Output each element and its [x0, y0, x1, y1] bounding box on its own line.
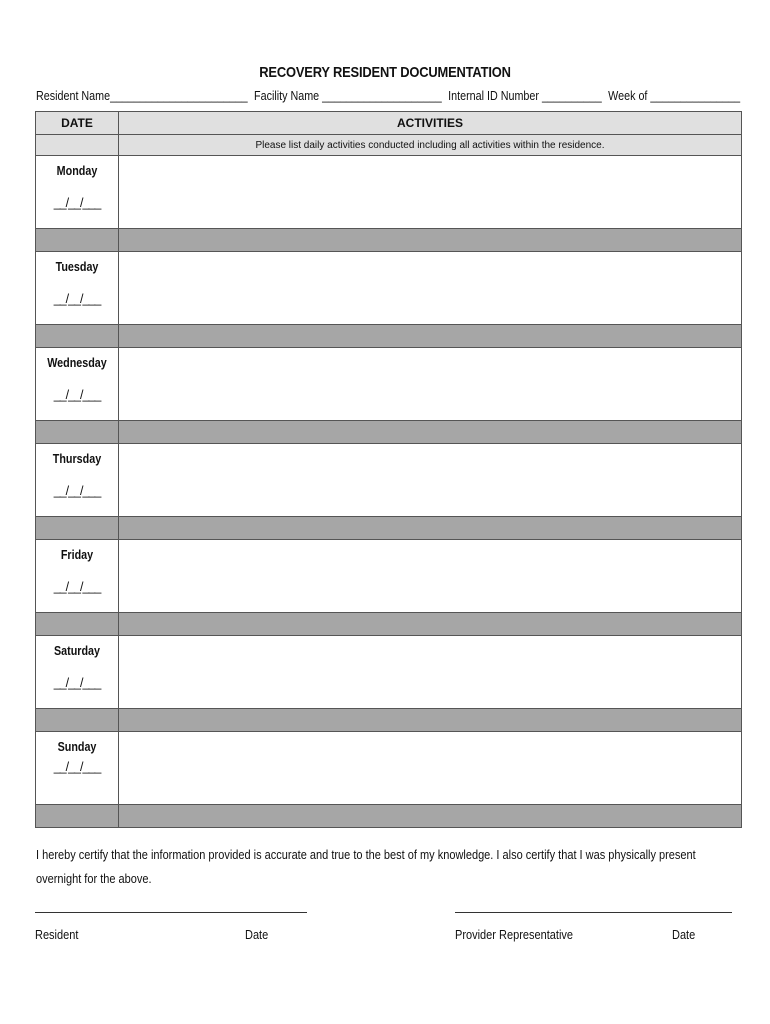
date-cell: [36, 732, 119, 805]
separator-row: [36, 325, 742, 348]
separator-row: [36, 709, 742, 732]
day-label: Sunday: [57, 740, 97, 754]
activities-cell[interactable]: [119, 732, 742, 805]
day-row-friday: [36, 540, 742, 613]
date-blank[interactable]: __/__/___: [53, 484, 101, 498]
day-label: Wednesday: [47, 356, 107, 370]
day-label: Tuesday: [55, 260, 99, 274]
day-row-monday: [36, 156, 742, 229]
separator-row: [36, 229, 742, 252]
activities-cell[interactable]: [119, 636, 742, 709]
separator-row: [36, 613, 742, 636]
activities-cell[interactable]: [119, 444, 742, 517]
provider-signature-line[interactable]: [455, 912, 732, 913]
day-label: Saturday: [53, 644, 101, 658]
date-blank[interactable]: __/__/___: [53, 760, 101, 774]
activities-cell[interactable]: [119, 540, 742, 613]
resident-signature-label: Resident: [35, 928, 79, 942]
day-label: Thursday: [52, 452, 102, 466]
facility-name-field[interactable]: Facility Name ____________________: [254, 89, 442, 103]
internal-id-field[interactable]: Internal ID Number __________: [448, 89, 602, 103]
activities-column-header: ACTIVITIES: [119, 112, 742, 135]
separator-row: [36, 517, 742, 540]
day-label: Monday: [56, 164, 98, 178]
date-cell: [36, 156, 119, 229]
resident-name-field[interactable]: Resident Name_______________________: [36, 89, 248, 103]
activities-cell[interactable]: [119, 252, 742, 325]
date-cell: [36, 444, 119, 517]
day-row-saturday: [36, 636, 742, 709]
day-row-sunday: [36, 732, 742, 805]
activity-log-table: [35, 111, 742, 828]
day-row-tuesday: [36, 252, 742, 325]
date-cell: [36, 252, 119, 325]
date-blank[interactable]: __/__/___: [53, 676, 101, 690]
separator-row: [36, 805, 742, 828]
date-blank[interactable]: __/__/___: [53, 580, 101, 594]
date-blank[interactable]: __/__/___: [53, 292, 101, 306]
separator-row: [36, 421, 742, 444]
date-cell: [36, 540, 119, 613]
date-cell: [36, 348, 119, 421]
activities-cell[interactable]: [119, 156, 742, 229]
provider-signature-label: Provider Representative: [455, 928, 574, 942]
certification-statement: I hereby certify that the information provided is accurate and true to the best of my knowledge. I also certify that I was physically present overnight for the above.: [36, 848, 696, 886]
instruction-blank-cell: [36, 135, 119, 156]
resident-signature-line[interactable]: [35, 912, 307, 913]
provider-date-label: Date: [672, 928, 696, 942]
table-header-row: [36, 112, 742, 135]
day-label: Friday: [60, 548, 94, 562]
document-title: RECOVERY RESIDENT DOCUMENTATION: [259, 64, 511, 81]
date-blank[interactable]: __/__/___: [53, 196, 101, 210]
date-blank[interactable]: __/__/___: [53, 388, 101, 402]
activities-cell[interactable]: [119, 348, 742, 421]
day-row-thursday: [36, 444, 742, 517]
header-fields: [36, 89, 741, 103]
instruction-text: Please list daily activities conducted including all activities within the residence.: [119, 135, 742, 156]
resident-date-label: Date: [245, 928, 269, 942]
week-of-field[interactable]: Week of _______________: [608, 89, 741, 103]
date-column-header: DATE: [36, 112, 119, 135]
day-row-wednesday: [36, 348, 742, 421]
instruction-row: [36, 135, 742, 156]
date-cell: [36, 636, 119, 709]
